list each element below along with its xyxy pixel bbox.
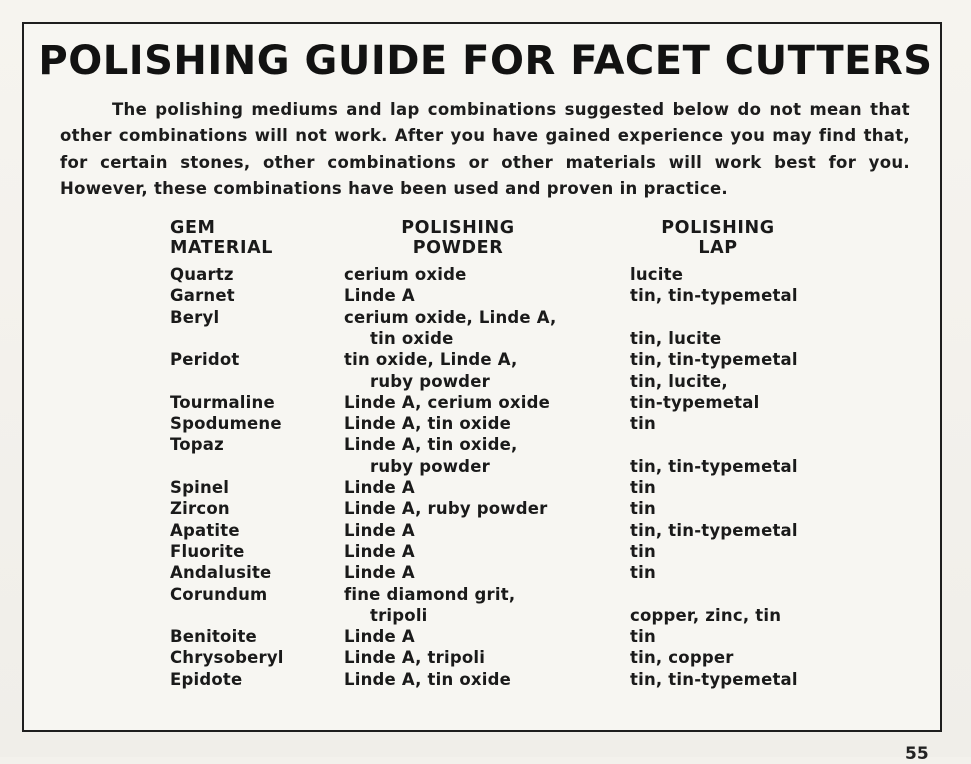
- polishing-powder-cell: Linde A: [344, 563, 415, 583]
- polishing-lap-cell: tin: [630, 627, 656, 647]
- gem-material-cell: Topaz: [170, 435, 224, 455]
- gem-material-cell: Tourmaline: [170, 392, 275, 412]
- polishing-powder-cell: Linde A: [344, 286, 415, 306]
- polishing-lap-cell: lucite: [630, 265, 684, 284]
- page-number: 55: [905, 744, 929, 764]
- polishing-powder-cell: Linde A: [344, 478, 415, 497]
- gem-material-cell: Chrysoberyl: [170, 648, 284, 668]
- polishing-powder-cell: Linde A, tripoli: [344, 648, 486, 668]
- polishing-powder-cell: cerium oxide, Linde A,: [344, 307, 557, 327]
- polishing-lap-cell: tin: [630, 541, 656, 561]
- polishing-powder-cell: Linde A, cerium oxide: [344, 392, 551, 412]
- polishing-powder-cell: Linde A, tin oxide: [344, 414, 512, 434]
- gem-material-cell: Andalusite: [170, 563, 272, 583]
- polishing-powder-cell: Linde A, tin oxide,: [344, 435, 518, 455]
- polishing-powder-cell: Linde A: [344, 541, 415, 561]
- polishing-powder-cell: ruby powder: [370, 371, 490, 391]
- polishing-powder-cell: tripoli: [370, 605, 428, 625]
- polishing-powder-cell: cerium oxide: [344, 265, 467, 284]
- column-header-polishing-powder: POWDER: [412, 238, 504, 258]
- column-header-polishing-powder: POLISHING: [401, 218, 515, 238]
- polishing-lap-cell: tin: [630, 563, 656, 583]
- polishing-powder-cell: fine diamond grit,: [344, 584, 516, 604]
- polishing-lap-cell: tin, tin-typemetal: [630, 456, 798, 476]
- gem-material-cell: Quartz: [170, 265, 234, 284]
- gem-material-cell: Apatite: [170, 520, 240, 540]
- page-title: POLISHING GUIDE FOR FACET CUTTERS: [38, 38, 933, 84]
- gem-material-cell: Garnet: [170, 286, 235, 306]
- polishing-lap-cell: tin, tin-typemetal: [630, 520, 798, 540]
- column-header-polishing-lap: POLISHING: [661, 218, 775, 238]
- column-header-gem-material: MATERIAL: [170, 238, 273, 258]
- polishing-powder-cell: Linde A: [344, 627, 415, 647]
- column-header-polishing-lap: LAP: [698, 238, 738, 258]
- polishing-powder-cell: ruby powder: [370, 456, 490, 476]
- polishing-lap-cell: tin: [630, 414, 656, 434]
- polishing-lap-cell: tin, tin-typemetal: [630, 669, 798, 689]
- polishing-lap-cell: tin, lucite: [630, 328, 722, 348]
- gem-material-cell: Peridot: [170, 350, 240, 370]
- polishing-lap-cell: tin, tin-typemetal: [630, 350, 798, 370]
- polishing-lap-cell: tin: [630, 478, 656, 497]
- gem-material-cell: Fluorite: [170, 541, 245, 561]
- gem-material-cell: Benitoite: [170, 627, 257, 647]
- polishing-lap-cell: copper, zinc, tin: [630, 605, 782, 625]
- gem-material-cell: Epidote: [170, 669, 243, 689]
- polishing-lap-cell: tin, lucite,: [630, 371, 728, 391]
- gem-material-cell: Beryl: [170, 307, 220, 327]
- gem-material-cell: Zircon: [170, 499, 230, 519]
- polishing-powder-cell: Linde A: [344, 520, 415, 540]
- polishing-lap-cell: tin, tin-typemetal: [630, 286, 798, 306]
- polishing-powder-cell: tin oxide: [370, 328, 454, 348]
- polishing-powder-cell: Linde A, ruby powder: [344, 499, 548, 519]
- gem-material-cell: Spodumene: [170, 414, 282, 434]
- polishing-powder-cell: tin oxide, Linde A,: [344, 350, 518, 370]
- polishing-lap-cell: tin, copper: [630, 648, 734, 668]
- polishing-lap-cell: tin-typemetal: [630, 392, 760, 412]
- polishing-powder-cell: Linde A, tin oxide: [344, 669, 512, 689]
- intro-paragraph: The polishing mediums and lap combinations suggested below do not mean that other combinations will not work. After you have gained experience you may find that, for certain stones, other combinations or other materials will work best for you. However, these combinations have been used and proven in practice.: [60, 100, 910, 199]
- column-header-gem-material: GEM: [170, 218, 216, 238]
- gem-material-cell: Corundum: [170, 584, 268, 604]
- gem-material-cell: Spinel: [170, 478, 230, 497]
- polishing-lap-cell: tin: [630, 499, 656, 519]
